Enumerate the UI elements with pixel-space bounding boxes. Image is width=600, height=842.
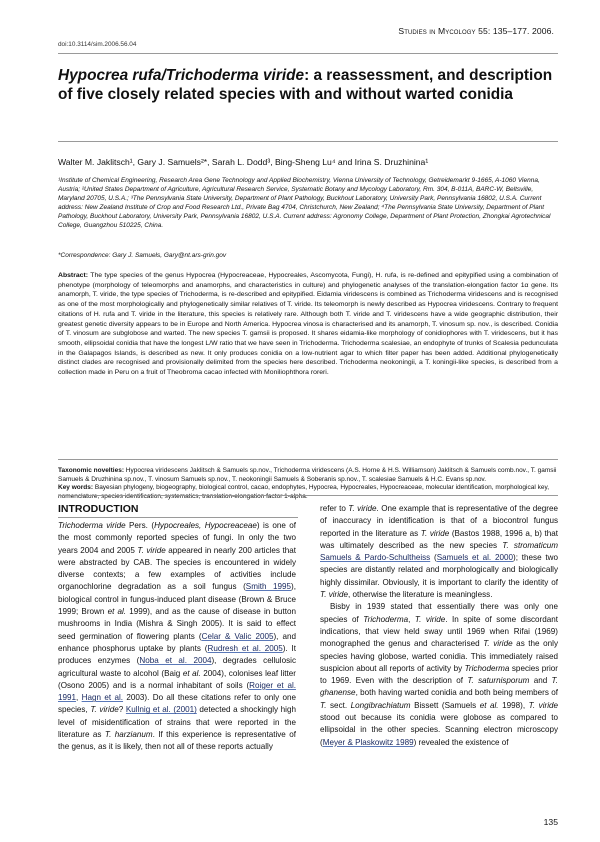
- text-run: . One example that is representative of the degree of inaccuracy in identification is that of a biocontrol fungus reported in the literature as: [320, 504, 559, 538]
- abstract-label: Abstract:: [58, 272, 89, 279]
- citation-link[interactable]: Hagn et al.: [81, 693, 124, 703]
- article-title: [58, 66, 558, 104]
- italic-term: T. viride: [90, 705, 119, 715]
- italic-term: T. viride: [483, 639, 513, 649]
- italic-term: T. viride: [528, 700, 558, 710]
- taxonomy-block: [58, 467, 558, 502]
- affiliations: ¹Institute of Chemical Engineering, Research Area Gene Technology and Applied Biochemistry, Vienna University of Technology, Getreidemarkt 9-1665, A-1060 Vienna, Austria; ²United States Department of Agriculture, Agricultural Research Service, Systematic Botany and Mycology Laboratory, Rm. 304, B-011A, BARC-W, Beltsville, Maryland 20705, U.S.A.; ³The Pennsylvania State University, Department of Plant Pathology, Buckhout Laboratory, University Park, Pennsylvania 16802, U.S.A. Current address: New Zealand Institute of Crop and Food Research Ltd., Private Bag 4704, Christchurch, New Zealand; ⁴The Pennsylvania State University, Department of Plant Pathology, Buckhout Laboratory, University Park, Pennsylvania 16802, U.S.A. Current address: Agronomy College, Department of Plant Protection, Zhongkai Agrotechnical College, Guangzhou 510225, China.: [58, 177, 551, 230]
- text-run: Bisby in 1939 stated that essentially there was only one species of: [320, 602, 558, 624]
- heading-underline: [58, 517, 298, 518]
- text-run: ) revealed the existence of: [413, 737, 509, 747]
- authors: Walter M. Jaklitsch¹, Gary J. Samuels²*, Sarah L. Dodd³, Bing-Sheng Lu⁴ and Irina S. Druzhinina¹: [58, 157, 429, 167]
- text-run: . If this experience is representative of the genus, as it is likely, then not all of these reports actually: [58, 730, 296, 752]
- journal-name: Studies in Mycology: [398, 26, 476, 36]
- taxonomic-novelties-label: Taxonomic novelties:: [58, 467, 124, 474]
- intro-paragraph-1-continued: [320, 503, 558, 601]
- text-run: (: [430, 553, 437, 563]
- intro-left-column: [58, 520, 296, 754]
- italic-term: et al.: [107, 607, 127, 617]
- correspondence: [58, 252, 226, 259]
- text-run: sect.: [326, 700, 351, 710]
- text-run: appeared in nearly 200 articles that were abstracted by CAB. The species is encountered in widely diverse contexts; a few examples of activities include organochlorine degradation as a soil fungus (: [58, 545, 296, 592]
- text-run: ,: [408, 614, 415, 624]
- italic-term: T. viride: [137, 545, 166, 555]
- correspondence-label: *Correspondence: [58, 252, 109, 259]
- abstract-text: The type species of the genus Hypocrea (Hypocreaceae, Hypocreales, Ascomycota, Fungi), H. rufa, is re-defined and epitypified using a combination of phenotype (morphology of teleomorphs and anamorphs, and characteristics in culture) and phylogenetic analyses of the translation-elongation factor 1α gene. Its anamorph, T. viride, the type species of Trichoderma, is re-described and epitypified. Eidamia viridescens is combined as Trichoderma viridescens and is recognised as one of the most morphologically and phylogenetically similar relatives of T. viride. Its teleomorph is newly described as Hypocrea viridescens. Contrary to frequent citations of H. rufa and T. viride in the literature, this species is relatively rare. Although both T. viride and T. viridescens have a wide geographic distribution, their greatest genetic diversity appears to be in Europe and North America. Hypocrea vinosa is characterised and its anamorph, T. vinosum sp. nov., is described. Conidia of T. vinosum are subglobose and warted. The new species T. gamsii is proposed. It shares eidamia-like morphology of conidiophores with T. viridescens, but it has smooth, ellipsoidal conidia that have the longest L/W ratio that we have seen in Trichoderma. Trichoderma scalesiae, an endophyte of trunks of Scalesia pedunculata in the Galapagos Islands, is described as new. It only produces conidia on a low-nutrient agar to which filter paper has been added. Additional phylogenetically distinct clades are recognised and provisionally delimited from the species here described. Trichoderma neokoningii, a T. koningii-like species, is described from a collection made in Peru on a fruit of Theobroma cacao infected with Moniliophthora roreri.: [58, 272, 558, 377]
- page-number: 135: [543, 817, 558, 827]
- citation-link[interactable]: Meyer & Plaskowitz 1989: [322, 737, 414, 747]
- italic-term: T. viride: [348, 504, 377, 513]
- abstract: [58, 271, 558, 378]
- doi[interactable]: doi:10.3114/sim.2006.56.04: [58, 41, 137, 48]
- section-heading-introduction: INTRODUCTION: [58, 503, 139, 515]
- citation-link[interactable]: Rudresh et al. 2005: [207, 643, 283, 653]
- citation-link[interactable]: Smith 1995: [245, 582, 292, 592]
- title-rest: : a reassessment, and description of five closely related species with and without warted conidia: [58, 67, 553, 103]
- italic-term: Longibrachiatum: [350, 700, 411, 710]
- text-run: species prior to 1969. Even with the description of: [320, 663, 558, 686]
- italic-term: Trichoderma: [464, 663, 510, 673]
- text-run: ), biological control in fungus-induced plant disease (Brown & Bruce 1999; Brown: [58, 582, 296, 617]
- intro-paragraph-2: [320, 601, 558, 749]
- citation-link[interactable]: Roiger et al. 1991: [58, 680, 297, 703]
- citation-link[interactable]: Samuels & Pardo-Schultheiss: [320, 553, 431, 563]
- taxonomic-novelties-text: Hypocrea viridescens Jaklitsch & Samuels sp.nov., Trichoderma viridescens (A.S. Horne & H.S. Williamson) Jaklitsch & Samuels comb.nov., T. gamsii Samuels & Druzhinina sp.nov., T. vinosum Samuels sp.nov., T. neokoningii Samuels & Soberanis sp.nov., T. scalesiae Samuels & H.C. Evans sp.nov.: [58, 467, 557, 483]
- italic-term: T.: [320, 700, 327, 710]
- text-run: , otherwise the literature is meaningless.: [348, 590, 493, 600]
- keywords-text: Bayesian phylogeny, biogeography, biological control, cacao, endophytes, Hypocrea, Hypocreales, Hypocreaceae, molecular identification, morphological key, nomenclature, species identification, systematics, translation-elongation factor 1-alpha.: [58, 484, 550, 501]
- text-run: ). It produces enzymes (: [58, 643, 296, 666]
- italic-term: T. viride: [320, 590, 349, 600]
- citation-link[interactable]: Samuels et al. 2000: [436, 553, 514, 563]
- italic-term: Hypocreales, Hypocreaceae: [154, 521, 257, 530]
- abstract-divider: [58, 459, 558, 460]
- text-run: ,: [76, 693, 82, 703]
- italic-term: et al.: [479, 700, 499, 710]
- text-run: stood out because its conidia were globose as compared to ellipsoidal in the other species. Scanning electron microscopy (: [320, 713, 558, 747]
- italic-term: T. stromaticum: [502, 540, 558, 550]
- text-run: ?: [118, 705, 126, 715]
- citation-link[interactable]: Kullnig et al. (2001): [125, 705, 197, 715]
- keywords-label: Key words:: [58, 484, 94, 492]
- text-run: refer to: [320, 504, 349, 513]
- text-run: , both having warted conidia and both being members of: [355, 688, 558, 698]
- journal-citation: [398, 26, 554, 36]
- italic-term: T. ghanense: [320, 676, 558, 698]
- intro-paragraph-1: [58, 520, 296, 754]
- text-run: detected a shockingly high level of misidentification of strains that were reported in the literature as: [58, 705, 296, 740]
- text-run: Bissett (Samuels: [410, 700, 480, 710]
- text-run: 2004), colonises leaf litter (Osono 2005) and is a normal inhabitant of soils (: [58, 668, 296, 690]
- text-run: as the only species having globose, warted conidia. This immediately raised suspicion about all reports of activity by: [320, 639, 558, 673]
- italic-term: et al.: [182, 668, 201, 678]
- text-run: Pers. (: [125, 521, 155, 530]
- text-run: (Bastos 1988, 1996 a, b) that was ultimately described as the new species: [320, 528, 559, 550]
- italic-term: T. saturnisporum: [467, 676, 530, 686]
- intro-right-column: [320, 503, 558, 749]
- keywords-divider: [58, 495, 558, 496]
- title-divider: [58, 141, 558, 142]
- text-run: 1998),: [498, 700, 529, 710]
- text-run: ); these two species are distantly related and morphologically and biologically highly dissimilar. Obviously, it is important to clarify the identity of: [320, 553, 558, 587]
- citation-link[interactable]: Celar & Valic 2005: [201, 631, 274, 641]
- title-taxa: Hypocrea rufa/Trichoderma viride: [58, 67, 305, 84]
- italic-term: Trichoderma viride: [58, 521, 126, 530]
- header-divider: [58, 53, 558, 54]
- text-run: . In spite of some discordant indications, that view held sway until 1969 when Rifai (1969) monographed the genus and characterised: [320, 614, 558, 649]
- text-run: ) is one of the most commonly reported species of fungi. In only the two years 2004 and 2005: [58, 521, 296, 555]
- italic-term: T. viride: [414, 614, 446, 624]
- italic-term: T. viride: [420, 528, 450, 538]
- volume-pages: 55: 135–177. 2006.: [478, 26, 554, 36]
- italic-term: T. harzianum: [104, 730, 153, 740]
- text-run: ), and enhance phosphorus uptake by plants (: [58, 631, 296, 653]
- text-run: and: [529, 676, 552, 686]
- text-run: 1999), and as the cause of disease in button mushrooms in India (Mishra & Singh 2005). It is said to effect seed germination of flowering plants (: [58, 607, 296, 641]
- correspondence-text: : Gary J. Samuels, Gary@nt.ars-grin.gov: [108, 252, 227, 259]
- italic-term: Trichoderma: [363, 614, 409, 624]
- text-run: 2003). Do all these citations refer to only one species,: [58, 693, 296, 715]
- text-run: ), degrades cellulosic agricultural waste to alcohol (Baig: [58, 656, 296, 678]
- citation-link[interactable]: Noba et al. 2004: [139, 656, 212, 666]
